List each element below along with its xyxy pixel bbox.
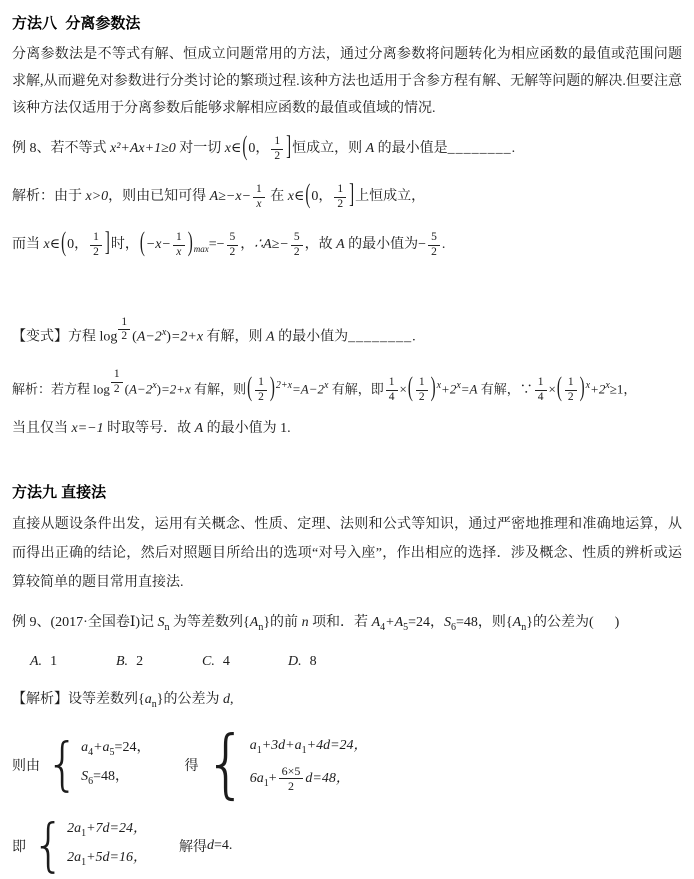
fraction-numerator: 1: [118, 316, 130, 331]
math-run: a: [81, 740, 89, 756]
section-heading-method-8: 方法八 分离参数法: [12, 15, 141, 32]
math-run: x: [43, 237, 50, 253]
right-paren: ): [166, 330, 171, 346]
math-run: n: [301, 615, 309, 631]
math-run: 2a: [67, 849, 82, 865]
choice-c: [202, 650, 288, 674]
subscript: 1: [81, 827, 87, 839]
math-run: S: [157, 615, 165, 631]
case-group: [32, 812, 147, 879]
text-run: 解析：由于: [12, 189, 86, 205]
exponent: x: [324, 380, 329, 392]
math-run: =4.: [214, 837, 233, 853]
subscript: n: [151, 699, 157, 711]
text-run: 则由: [12, 759, 40, 775]
left-paren: (: [61, 228, 67, 259]
text-run: 为等差数列{: [169, 615, 250, 631]
math-run: A: [336, 237, 345, 253]
fraction-numerator: 1: [334, 183, 346, 198]
example-9-statement: [12, 611, 682, 640]
spacer: [12, 276, 682, 306]
math-run: +4d=24，: [306, 738, 368, 754]
math-run: =24，: [408, 615, 445, 631]
right-bracket: ]: [104, 228, 110, 259]
fraction-numerator: 5: [291, 231, 303, 246]
fraction-denominator: x: [256, 197, 262, 210]
right-bracket: ]: [286, 132, 292, 163]
fraction-numerator: 1: [386, 376, 398, 391]
text-run: 例 9、(2017·全国卷Ⅰ)记: [12, 615, 158, 631]
fraction-numerator: 1: [535, 376, 547, 391]
fraction-denominator: 2: [229, 245, 236, 258]
case-rows: [67, 817, 147, 875]
text-run: =48，则{: [456, 615, 513, 631]
math-run: A−2: [128, 381, 153, 397]
math-run: x: [287, 189, 294, 205]
fraction-denominator: 4: [388, 390, 395, 403]
math-run: =2+x: [161, 381, 191, 397]
equation-system-line-2: [12, 812, 682, 879]
fraction: [565, 376, 577, 405]
subscript: 1: [256, 744, 262, 756]
text-run: 当且仅当: [12, 421, 72, 437]
math-run: +3d+a: [261, 738, 302, 754]
fraction-numerator: 1: [173, 231, 185, 246]
times-symbol: ×: [548, 381, 556, 397]
math-run: =A−2: [292, 381, 325, 397]
fraction: [271, 135, 283, 164]
choice-value: 1: [50, 654, 58, 670]
max-subscript: max: [193, 244, 209, 255]
text-run: 【变式】方程: [12, 330, 100, 346]
fraction: [90, 231, 102, 260]
fraction: [291, 231, 303, 260]
text-run: 有解，则: [203, 330, 267, 346]
log-base-fraction: [118, 316, 130, 345]
math-run: =48，: [93, 769, 129, 785]
answer-choices: [30, 650, 682, 674]
math-run: =24，: [114, 740, 151, 756]
spacer: [12, 447, 682, 477]
exponent: x: [605, 380, 610, 392]
math-run: 0，: [248, 141, 270, 157]
exponent: x: [456, 380, 461, 392]
fraction: [255, 376, 267, 405]
text-run: ，则由已知可得: [108, 189, 210, 205]
math-run: 0，: [67, 237, 89, 253]
equation-system-line-1: [12, 721, 682, 808]
left-paren: (: [247, 373, 253, 404]
right-paren: ): [579, 373, 585, 404]
left-brace: {: [32, 812, 66, 879]
text-run: 有解，即: [328, 381, 384, 397]
exponent: x: [436, 380, 442, 392]
fraction: [386, 376, 398, 405]
text-run: 恒成立，则: [292, 141, 366, 157]
subscript: n: [164, 622, 170, 634]
text-run: 例 8、若不等式: [12, 141, 110, 157]
left-brace: {: [204, 721, 248, 808]
math-run: ∈: [293, 189, 305, 205]
case-row: [67, 817, 147, 846]
fraction-numerator: 6×5: [279, 764, 304, 779]
math-run: S: [444, 615, 452, 631]
right-paren: ): [430, 373, 436, 404]
text-run: ，故: [304, 237, 337, 253]
case-rows: [81, 736, 150, 794]
text-run: 时取等号．故: [103, 421, 195, 437]
fraction: [428, 231, 440, 260]
fraction-denominator: 2: [337, 197, 344, 210]
text-run: 有解，则: [190, 381, 247, 397]
fraction-denominator: 2: [418, 390, 425, 403]
fraction-denominator: 2: [288, 779, 295, 794]
text-run: 项和．若: [308, 615, 372, 631]
fraction-numerator: 1: [255, 376, 267, 391]
text-run: 对一切: [175, 141, 225, 157]
fraction-denominator: 2: [113, 382, 120, 395]
fraction-denominator: 4: [537, 390, 544, 403]
fraction-denominator: 2: [121, 330, 128, 343]
right-paren: ): [156, 381, 161, 397]
text-run: 解析：若方程: [12, 381, 94, 397]
left-paren: (: [407, 373, 413, 404]
fraction-denominator: x: [176, 245, 182, 258]
fraction: [173, 231, 185, 260]
exponent: x: [161, 327, 167, 339]
text-run: .: [511, 141, 516, 157]
fraction-numerator: 5: [227, 231, 239, 246]
case-rows: [250, 733, 368, 797]
fraction: [227, 231, 239, 260]
text-run: 有解，∵: [477, 381, 533, 397]
subscript: 5: [109, 747, 115, 759]
fraction-denominator: 2: [567, 390, 574, 403]
subscript: 4: [88, 747, 94, 759]
text-run: 的最小值为−: [344, 237, 427, 253]
math-run: +a: [93, 740, 110, 756]
case-group: [204, 721, 368, 808]
math-run: ∈: [230, 141, 242, 157]
method-9-description: 直接从题设条件出发，运用有关概念、性质、定理、法则和公式等知识，通过严密地推理和准确地运算，从而得出正确的结论，然后对照题目所给出的选项“对号入座”，作出相应的选择．涉及概念、性质的辨析或运算较简单的题目常用直接法.: [12, 517, 682, 591]
text-run: 而当: [12, 237, 44, 253]
example-9-analysis-intro: [12, 688, 682, 717]
math-run: ∈: [49, 237, 61, 253]
example-8-statement: [12, 128, 682, 170]
subscript: n: [521, 622, 527, 634]
fraction-numerator: 1: [565, 376, 577, 391]
math-run: a: [144, 692, 152, 708]
left-paren: (: [124, 381, 129, 397]
choice-value: 4: [222, 654, 230, 670]
text-run: 的最小值为 1.: [203, 421, 291, 437]
math-run: +7d=24，: [86, 821, 147, 837]
fraction-numerator: 1: [90, 231, 102, 246]
math-run: x=−1: [71, 421, 104, 437]
example-8-solution-line-2: [12, 224, 682, 270]
fraction: [253, 183, 265, 212]
text-run: .: [412, 330, 416, 346]
math-run: 6a: [249, 771, 264, 787]
fraction: [334, 183, 346, 212]
math-run: =−: [208, 237, 225, 253]
text-run: 【解析】设等差数列{: [12, 692, 145, 708]
fraction-numerator: 1: [271, 135, 283, 150]
subscript: 5: [403, 622, 409, 634]
method-8-description: 分离参数法是不等式有解、恒成立问题常用的方法，通过分离参数将问题转化为相应函数的最值或范围问题求解,从而避免对参数进行分类讨论的繁琐过程.该种方法也适用于含参方程有解、无解等问题的解决.但要注意该种方法仅适用于分离参数后能够求解相应函数的最值或值域的情况.: [12, 47, 682, 116]
math-run: x>0: [85, 189, 109, 205]
exponent: x: [152, 380, 157, 392]
left-paren: (: [556, 373, 562, 404]
case-row: [250, 764, 350, 797]
subscript: 6: [451, 622, 457, 634]
math-run: d: [207, 837, 214, 853]
exponent: x: [585, 380, 591, 392]
right-paren: ): [269, 373, 275, 404]
math-run: A: [365, 141, 375, 157]
math-run: a: [249, 738, 257, 754]
times-symbol: ×: [399, 381, 407, 397]
choice-value: 8: [309, 654, 317, 670]
math-run: A−2: [136, 330, 162, 346]
fraction: [416, 376, 428, 405]
answer-blank: ________: [348, 330, 413, 346]
fraction-denominator: 2: [431, 245, 437, 258]
choice-label: D.: [288, 654, 302, 670]
choice-label: A.: [30, 654, 43, 670]
math-run: 2a: [67, 821, 82, 837]
text-run: 在: [266, 189, 288, 205]
choice-label: B.: [116, 654, 129, 670]
math-run: +2: [590, 381, 606, 397]
example-8-solution-line-1: [12, 176, 682, 218]
fraction: [535, 376, 547, 405]
text-run: 时，: [110, 237, 139, 253]
math-run: x²+Ax+1≥0: [110, 141, 176, 157]
math-run: A: [512, 615, 522, 631]
subscript: 6: [88, 775, 94, 787]
math-run: =A: [460, 381, 478, 397]
fraction-numerator: 1: [253, 183, 265, 198]
text-run: 的最小值是: [374, 141, 448, 157]
text-run: 上恒成立，: [355, 189, 426, 205]
case-row: [81, 736, 150, 765]
fraction-denominator: 2: [293, 245, 300, 258]
math-run: +A: [385, 615, 404, 631]
math-run: A: [371, 615, 381, 631]
case-row: [67, 846, 147, 875]
math-run: +2: [441, 381, 457, 397]
text-run: 得: [184, 759, 199, 775]
math-run: A≥−x−: [209, 189, 252, 205]
case-group: [46, 732, 151, 799]
text-run: ，: [240, 237, 255, 253]
math-run: +: [268, 771, 277, 787]
math-run: ≥1，: [609, 381, 637, 397]
math-run: ∴A≥−: [254, 237, 289, 253]
variant-solution-line-1: [12, 365, 682, 411]
left-paren: (: [132, 330, 137, 346]
fraction-denominator: 2: [274, 149, 281, 162]
log-symbol: log: [93, 381, 110, 397]
subscript: n: [258, 622, 264, 634]
exponent: 2+x: [275, 380, 293, 392]
choice-d: [288, 650, 374, 674]
math-run: d=48，: [305, 771, 350, 787]
subscript: 4: [380, 622, 386, 634]
fraction-denominator: 2: [258, 390, 264, 403]
section-heading-method-9: 方法九 直接法: [12, 484, 107, 502]
right-paren: ): [187, 228, 193, 259]
math-run: S: [81, 769, 89, 785]
text-run: }的公差为: [156, 692, 223, 708]
math-run: A: [249, 615, 259, 631]
math-run: A: [194, 421, 204, 437]
math-run: d: [222, 692, 230, 708]
math-run: x: [224, 141, 231, 157]
right-bracket: ]: [349, 180, 355, 211]
text-run: }的前: [263, 615, 302, 631]
text-run: 即: [12, 839, 26, 855]
fraction: [279, 764, 304, 794]
fraction-numerator: 5: [428, 231, 440, 246]
math-run: 0，: [311, 189, 333, 205]
text-run: ,: [229, 692, 234, 708]
log-symbol: log: [99, 330, 118, 346]
math-run: −x−: [145, 237, 171, 253]
subscript: 1: [81, 856, 87, 868]
text-run: 的最小值为: [274, 330, 349, 346]
choice-label: C.: [202, 654, 215, 670]
left-paren: (: [139, 228, 145, 259]
math-run: A: [266, 330, 275, 346]
math-run: +5d=16，: [86, 849, 147, 865]
log-base-fraction: [111, 368, 123, 397]
case-row: [81, 765, 129, 794]
answer-blank: ________: [447, 141, 512, 157]
math-run: =2+x: [170, 330, 204, 346]
text-run: .: [441, 237, 446, 253]
text-run: }的公差为( ): [526, 615, 620, 631]
subscript: 1: [301, 744, 307, 756]
left-brace: {: [46, 732, 80, 799]
choice-a: [30, 650, 116, 674]
choice-b: [116, 650, 202, 674]
fraction-numerator: 1: [416, 376, 428, 391]
fraction-denominator: 2: [93, 245, 99, 258]
subscript: 1: [263, 777, 269, 789]
case-row: [250, 733, 368, 764]
left-paren: (: [242, 132, 248, 163]
text-run: 解得: [179, 839, 207, 855]
choice-value: 2: [136, 654, 144, 670]
fraction-numerator: 1: [111, 368, 123, 383]
left-paren: (: [305, 180, 311, 211]
